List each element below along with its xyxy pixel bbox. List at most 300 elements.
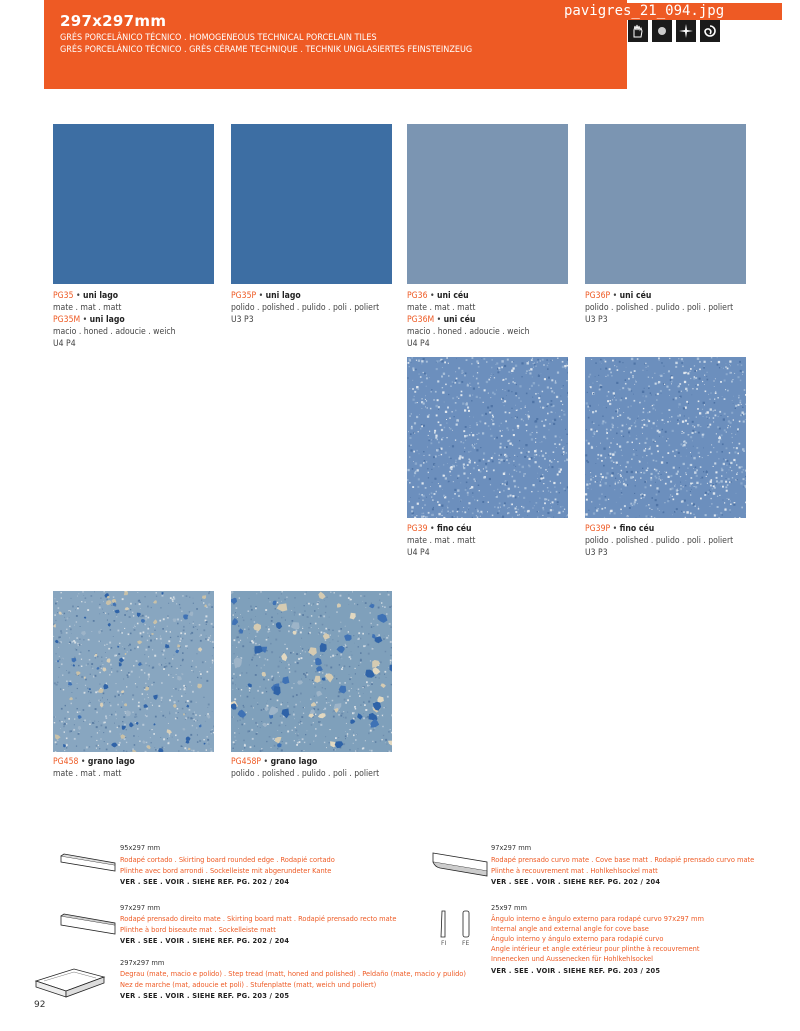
speckle [610, 372, 612, 374]
speckle [500, 443, 502, 445]
speckle [423, 403, 425, 405]
speckle [585, 518, 587, 519]
speckle [111, 647, 113, 649]
speckle [279, 630, 281, 632]
speckle [654, 469, 656, 471]
speckle [140, 608, 141, 609]
speckle [537, 362, 538, 363]
speckle [563, 511, 565, 513]
speckle [655, 373, 656, 374]
speckle [608, 454, 609, 455]
speckle [692, 395, 693, 396]
speckle [139, 603, 141, 605]
speckle [300, 720, 301, 721]
speckle [132, 694, 134, 696]
speckle [690, 494, 691, 495]
speckle [566, 516, 567, 517]
speckle [531, 385, 533, 387]
speckle [505, 390, 506, 391]
speckle [602, 423, 604, 425]
speckle [617, 416, 618, 417]
speckle [208, 704, 210, 706]
speckle [106, 599, 108, 601]
speckle [285, 725, 286, 726]
filename-label: pavigres_21_094.jpg [548, 3, 782, 20]
speckle [380, 661, 382, 663]
speckle [733, 459, 735, 461]
speckle [156, 592, 157, 593]
speckle [252, 657, 254, 659]
speckle [526, 424, 528, 426]
speckle [519, 471, 520, 472]
speckle [175, 688, 177, 690]
speckle [99, 641, 101, 643]
speckle [134, 629, 136, 631]
speckle [383, 638, 385, 640]
speckle [254, 621, 255, 622]
speckle [255, 722, 257, 724]
speckle [285, 644, 286, 645]
speckle [427, 447, 428, 448]
speckle [317, 709, 319, 711]
speckle [622, 477, 623, 478]
speckle [195, 720, 197, 722]
speckle [411, 506, 413, 508]
speckle [384, 707, 385, 708]
speckle [610, 400, 611, 401]
speckle [591, 447, 593, 449]
speckle [211, 623, 213, 625]
speckle [102, 609, 103, 610]
speckle [544, 502, 546, 504]
speckle [345, 645, 346, 646]
speckle [686, 448, 687, 449]
speckle [671, 381, 673, 383]
speckle [425, 399, 426, 400]
speckle [246, 712, 247, 713]
speckle [336, 612, 337, 613]
speckle [59, 656, 60, 657]
speckle [351, 688, 352, 689]
speckle [646, 367, 647, 368]
speckle [474, 444, 475, 445]
speckle [444, 427, 446, 429]
speckle [442, 391, 444, 393]
speckle [642, 468, 643, 469]
speckle [555, 413, 556, 414]
speckle [437, 380, 439, 382]
speckle [173, 596, 175, 598]
speckle [604, 477, 605, 478]
speckle [723, 368, 724, 369]
speckle [740, 402, 742, 404]
speckle [433, 507, 434, 508]
speckle [634, 501, 636, 503]
speckle [281, 593, 282, 594]
speckle [605, 499, 607, 501]
speckle [693, 446, 694, 447]
speckle [450, 467, 451, 468]
speckle [554, 419, 556, 421]
speckle [651, 406, 652, 407]
speckle [519, 385, 521, 387]
speckle [666, 440, 667, 441]
speckle [522, 466, 524, 468]
speckle [528, 361, 529, 362]
subtitle-line-2: GRÉS PORCELÁNICO TÉCNICO . GRÈS CÉRAME TECHNIQUE . TECHNIK UNGLASIERTES FEINSTEINZEUG [60, 45, 473, 55]
speckle [653, 408, 655, 410]
speckle [655, 383, 657, 385]
speckle [172, 599, 174, 601]
speckle [354, 603, 355, 604]
speckle [715, 378, 716, 379]
speckle [344, 665, 346, 667]
speckle [74, 738, 76, 740]
speckle [152, 729, 153, 730]
speckle [625, 466, 627, 468]
speckle [109, 702, 110, 703]
speckle [239, 733, 240, 734]
speckle [614, 365, 615, 366]
speckle [540, 467, 542, 469]
speckle [554, 459, 555, 460]
speckle [390, 729, 391, 730]
tile-rating: U3 P3 [585, 315, 608, 325]
acc-2-ref: VER . SEE . VOIR . SIEHE REF. PG. 202 / 204 [120, 936, 290, 945]
speckle [345, 735, 347, 737]
speckle [593, 383, 594, 384]
speckle [445, 384, 447, 386]
speckle [185, 719, 186, 720]
speckle [99, 672, 100, 673]
speckle [642, 495, 644, 497]
speckle [371, 626, 373, 628]
speckle [360, 652, 362, 654]
speckle [351, 651, 352, 652]
speckle [587, 406, 589, 408]
speckle [686, 474, 687, 475]
speckle [436, 517, 437, 518]
speckle [445, 411, 447, 413]
speckle [614, 451, 616, 453]
speckle [669, 389, 671, 391]
speckle [626, 367, 627, 368]
speckle [417, 470, 418, 471]
speckle [727, 498, 728, 499]
speckle [281, 749, 283, 751]
speckle [602, 476, 604, 478]
speckle [672, 430, 674, 432]
speckle [633, 453, 635, 455]
speckle [306, 674, 308, 676]
speckle [741, 471, 743, 473]
speckle [344, 699, 346, 701]
speckle [358, 689, 360, 691]
speckle [473, 497, 474, 498]
speckle [600, 362, 601, 363]
speckle [489, 461, 490, 462]
speckle [66, 681, 67, 682]
speckle [294, 614, 295, 615]
speckle [552, 501, 554, 503]
speckle [727, 427, 728, 428]
speckle [457, 489, 459, 491]
speckle [655, 482, 656, 483]
speckle [715, 471, 717, 473]
speckle [670, 488, 672, 490]
speckle [488, 379, 490, 381]
speckle [499, 503, 501, 505]
speckle [452, 430, 453, 431]
speckle [659, 476, 661, 478]
speckle [462, 517, 463, 518]
speckle [477, 517, 478, 518]
speckle [605, 482, 607, 484]
speckle [620, 399, 622, 401]
speckle [161, 682, 163, 684]
speckle [206, 617, 207, 618]
speckle [138, 600, 139, 601]
speckle [120, 695, 121, 696]
speckle [648, 386, 650, 388]
speckle [682, 433, 683, 434]
speckle [124, 656, 125, 657]
speckle [595, 481, 597, 483]
speckle [464, 435, 466, 437]
speckle [299, 739, 300, 740]
speckle [587, 488, 588, 489]
speckle [472, 395, 473, 396]
speckle [646, 470, 647, 471]
speckle [339, 682, 341, 684]
speckle [136, 716, 137, 717]
speckle [66, 744, 67, 745]
speckle [617, 473, 618, 474]
speckle [99, 730, 100, 731]
speckle [492, 415, 493, 416]
speckle [436, 491, 438, 493]
tile-pg39p-svg [585, 357, 746, 518]
speckle [446, 357, 448, 359]
speckle [265, 688, 266, 689]
tile-rating: U3 P3 [231, 315, 254, 325]
speckle [321, 632, 323, 634]
acc-5-ref: VER . SEE . VOIR . SIEHE REF. PG. 203 / 205 [491, 966, 661, 975]
speckle [80, 652, 81, 653]
speckle [724, 502, 725, 503]
speckle [69, 638, 70, 639]
speckle [350, 658, 351, 659]
speckle [542, 407, 544, 409]
speckle [271, 620, 273, 622]
speckle [601, 460, 603, 462]
speckle [683, 463, 685, 465]
speckle [463, 473, 465, 475]
speckle [523, 507, 525, 509]
speckle [473, 478, 475, 480]
speckle [421, 360, 423, 362]
speckle [443, 437, 444, 438]
speckle [466, 403, 468, 405]
speckle [703, 416, 704, 417]
speckle [734, 373, 735, 374]
speckle [162, 595, 164, 597]
speckle [500, 430, 501, 431]
speckle [420, 464, 422, 466]
speckle [59, 642, 61, 644]
speckle [698, 507, 699, 508]
speckle [602, 385, 603, 386]
speckle [683, 444, 685, 446]
speckle [196, 653, 197, 654]
speckle [349, 696, 350, 697]
tile-name-alt: uni céu [443, 315, 476, 325]
speckle [79, 711, 80, 712]
speckle [265, 609, 267, 611]
speckle [193, 621, 194, 622]
speckle [270, 737, 271, 738]
speckle [244, 747, 245, 748]
speckle [67, 746, 68, 747]
speckle [203, 739, 204, 740]
speckle [236, 677, 237, 678]
speckle [672, 515, 673, 516]
speckle [369, 685, 370, 686]
speckle [652, 377, 653, 378]
speckle [79, 644, 81, 646]
speckle [177, 739, 179, 741]
speckle [557, 501, 559, 503]
speckle [632, 375, 633, 376]
speckle [168, 603, 169, 604]
speckle [271, 617, 273, 619]
speckle [492, 420, 493, 421]
speckle [591, 446, 592, 447]
speckle [350, 599, 352, 601]
speckle [681, 358, 683, 360]
tile-rating: U4 P4 [407, 339, 430, 349]
speckle [643, 408, 644, 409]
speckle [456, 424, 458, 426]
speckle [257, 702, 258, 703]
speckle [193, 750, 195, 752]
speckle [732, 437, 733, 438]
speckle [107, 699, 108, 700]
speckle [240, 640, 241, 641]
speckle [412, 515, 413, 516]
speckle [647, 412, 648, 413]
speckle [169, 713, 170, 714]
speckle [416, 386, 418, 388]
speckle [651, 516, 653, 518]
speckle [295, 733, 296, 734]
speckle [540, 396, 541, 397]
speckle [389, 606, 391, 608]
speckle [300, 721, 301, 722]
speckle [184, 747, 186, 749]
speckle [530, 502, 531, 503]
speckle [152, 705, 153, 706]
skirting-matt-drawing [60, 913, 116, 937]
speckle [657, 508, 659, 510]
speckle [518, 428, 519, 429]
speckle [618, 473, 619, 474]
speckle [136, 660, 138, 662]
speckle [148, 679, 149, 680]
speckle [739, 361, 741, 363]
speckle [370, 660, 371, 661]
speckle [64, 718, 66, 720]
speckle [146, 715, 148, 717]
speckle [719, 411, 721, 413]
speckle [85, 685, 86, 686]
speckle [333, 639, 334, 640]
speckle [232, 663, 233, 664]
speckle [526, 370, 528, 372]
speckle [335, 737, 337, 739]
speckle [534, 364, 536, 366]
speckle [491, 359, 493, 361]
speckle [292, 620, 294, 622]
speckle [115, 712, 116, 713]
speckle [471, 400, 472, 401]
speckle [612, 467, 614, 469]
speckle [251, 705, 253, 707]
speckle [482, 514, 483, 515]
speckle [548, 490, 549, 491]
speckle [468, 509, 469, 510]
speckle [349, 749, 350, 750]
speckle [566, 364, 567, 365]
speckle [57, 612, 58, 613]
speckle [367, 644, 369, 646]
speckle [723, 500, 724, 501]
speckle [589, 405, 591, 407]
speckle [730, 504, 732, 506]
speckle [677, 423, 679, 425]
speckle [697, 408, 699, 410]
speckle [117, 727, 118, 728]
tile-code: PG458P [231, 757, 262, 767]
speckle [162, 654, 164, 656]
speckle [732, 400, 733, 401]
speckle [715, 415, 717, 417]
speckle [111, 668, 112, 669]
speckle [655, 410, 656, 411]
speckle [515, 508, 517, 510]
speckle [117, 704, 119, 706]
tile-finish-alt: macio . honed . adoucie . weich [407, 327, 530, 337]
speckle [151, 607, 152, 608]
speckle [301, 679, 302, 680]
speckle [329, 702, 330, 703]
speckle [543, 491, 544, 492]
speckle [647, 370, 648, 371]
speckle [296, 653, 298, 655]
speckle [620, 465, 621, 466]
speckle [368, 633, 369, 634]
speckle [86, 747, 88, 749]
speckle [241, 724, 243, 726]
speckle [529, 388, 530, 389]
speckle [504, 405, 505, 406]
speckle [643, 424, 645, 426]
speckle [79, 639, 80, 640]
speckle [652, 405, 653, 406]
speckle [639, 516, 640, 517]
speckle [560, 437, 561, 438]
acc-3-size: 297x297 mm [120, 958, 165, 967]
